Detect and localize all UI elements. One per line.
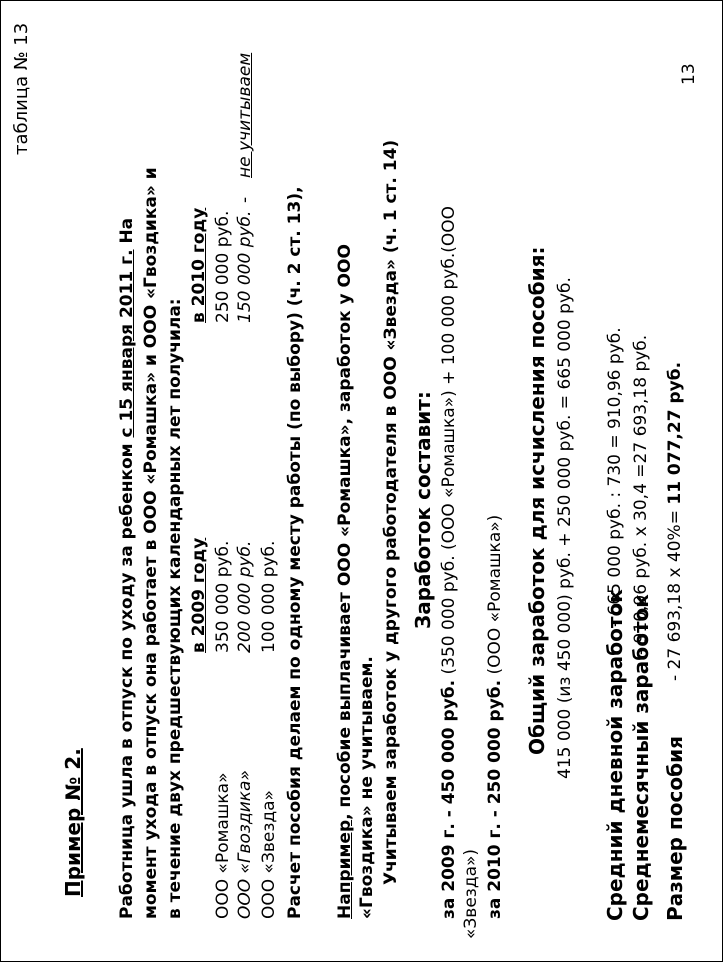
row-gvozdika-dash: - xyxy=(235,196,255,203)
column-2010-header: в 2010 году xyxy=(189,207,209,323)
column-2009-header: в 2009 году xyxy=(189,537,209,653)
calc-line: Расчет пособия делаем по одному месту работы (по выбору) (ч. 2 ст. 13), xyxy=(285,186,305,919)
result-label-monthly: Среднемесячный заработок xyxy=(629,594,653,921)
row-zvezda-org: ООО «Звезда» xyxy=(259,790,279,919)
row-zvezda-2009: 100 000 руб. xyxy=(259,540,279,653)
year-2010-detail: (ООО «Ромашка») xyxy=(485,514,505,680)
example-heading: Пример № 2. xyxy=(61,748,85,897)
result-benefit-amount: 11 077,27 руб. xyxy=(665,361,685,505)
row-romashka-org: ООО «Ромашка» xyxy=(213,772,233,919)
example-line-1 xyxy=(337,244,354,919)
example-line-1-text: , пособие выплачивает ООО «Ромашка», заработок у ООО xyxy=(335,244,355,820)
row-romashka-2010: 250 000 руб. xyxy=(213,210,233,323)
result-value-daily: - 665 000 руб. : 730 = 910,96 руб. xyxy=(605,327,625,627)
total-line: 415 000 (из 450 000) руб. + 250 000 руб. = 665 000 руб. xyxy=(555,277,575,779)
rotated-content xyxy=(1,1,723,962)
example-word: Например xyxy=(335,819,355,919)
row-gvozdika-2009: 200 000 руб. xyxy=(235,540,255,653)
row-gvozdika-org: ООО «Гвоздика» xyxy=(235,770,255,919)
row-romashka-2009: 350 000 руб. xyxy=(213,540,233,653)
result-label-daily: Средний дневной заработок xyxy=(603,589,627,921)
intro-date: с 15 января 2011 г. xyxy=(117,249,137,438)
year-2009-detail: (350 000 руб. (ООО «Ромашка») + 100 000 руб.(ООО xyxy=(439,205,459,680)
year-2010-line xyxy=(487,515,504,919)
example-line-2: «Гвоздика» не учитываем. xyxy=(357,656,377,919)
year-2009-cont: «Звезда») xyxy=(461,848,481,939)
result-label-benefit: Размер пособия xyxy=(663,736,687,921)
result-value-benefit xyxy=(667,362,684,681)
row-gvozdika-note: не учитываем xyxy=(235,52,255,178)
row-gvozdika-2010: 150 000 руб. xyxy=(235,210,255,323)
year-2009-line xyxy=(441,206,458,919)
intro-line-2: момент ухода в отпуск она работает в ООО «Ромашка» и ООО «Гвоздика» и xyxy=(141,167,161,919)
intro-line-1-end: На xyxy=(117,217,137,250)
year-2009-label: за 2009 г. - 450 000 руб. xyxy=(439,679,459,919)
earnings-title: Заработок составит: xyxy=(411,391,435,629)
intro-line-1 xyxy=(119,218,136,919)
result-benefit-calc: - 27 693,18 х 40%= xyxy=(665,504,685,681)
result-value-monthly: - 910,96 руб. х 30,4 =27 693,18 руб. xyxy=(631,334,651,655)
year-2010-label: за 2010 г. - 250 000 руб. xyxy=(485,679,505,919)
intro-line-1-text: Работница ушла в отпуск по уходу за ребенком xyxy=(117,437,137,919)
example-line-3: Учитываем заработок у другого работодателя в ООО «Звезда» (ч. 1 ст. 14) xyxy=(381,139,401,885)
table-label: таблица № 13 xyxy=(11,22,32,155)
page-number: 13 xyxy=(679,63,699,85)
total-title: Общий заработок для исчисления пособия: xyxy=(525,246,549,755)
intro-line-3: в течение двух предшествующих календарных лет получила: xyxy=(165,298,185,919)
